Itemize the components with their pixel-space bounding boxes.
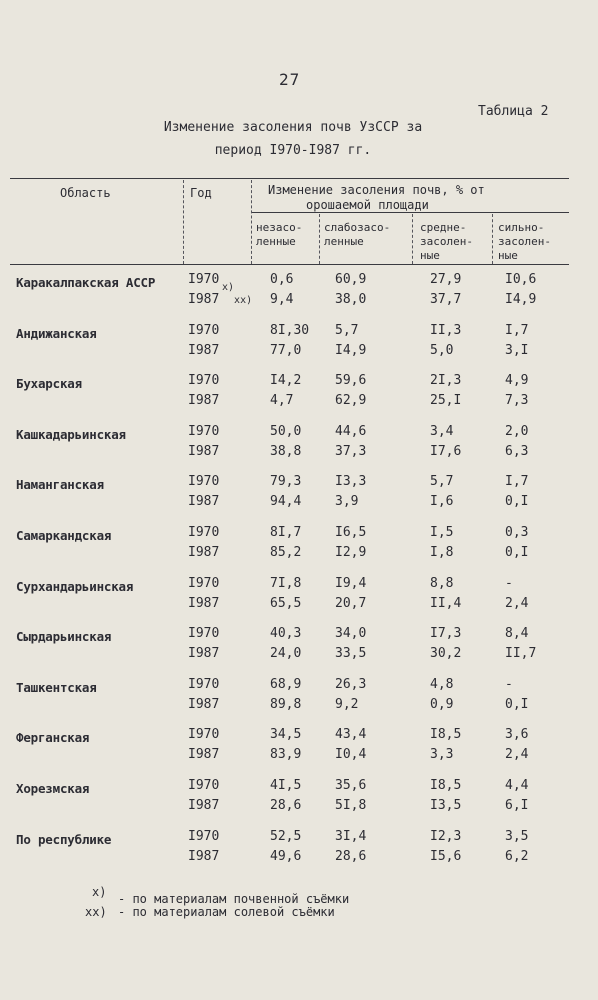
table-cell: I7,3: [430, 626, 462, 641]
table-cell: 3,3: [430, 747, 454, 762]
table-cell: 4,7: [270, 393, 294, 408]
table-cell: 49,6: [270, 849, 302, 864]
table-cell: II,4: [430, 596, 462, 611]
table-cell: 79,3: [270, 474, 302, 489]
region-name: Каракалпакская АССР: [16, 275, 156, 290]
table-cell: 43,4: [335, 727, 367, 742]
table-cell: I4,2: [270, 373, 302, 388]
year-cell: I970: [188, 525, 220, 540]
table-cell: 52,5: [270, 829, 302, 844]
table-cell: 4,8: [430, 677, 454, 692]
table-cell: I2,3: [430, 829, 462, 844]
table-top-rule: [10, 178, 569, 179]
table-cell: I,5: [430, 525, 454, 540]
table-cell: 6,3: [505, 444, 529, 459]
footnote-1-text: - по материалам почвенной съёмки: [118, 892, 350, 906]
table-cell: 9,2: [335, 697, 359, 712]
year-cell: I970: [188, 727, 220, 742]
header-divider-change: [251, 180, 252, 264]
footnote-2-mark: xx): [85, 905, 107, 919]
table-cell: 3,4: [430, 424, 454, 439]
table-cell: 2I,3: [430, 373, 462, 388]
table-cell: I,7: [505, 474, 529, 489]
header-year: Год: [190, 186, 212, 200]
table-cell: 5,0: [430, 343, 454, 358]
year-cell: I970: [188, 829, 220, 844]
table-cell: 62,9: [335, 393, 367, 408]
table-cell: 3,I: [505, 343, 529, 358]
region-name: Хорезмская: [16, 781, 90, 796]
region-name: Кашкадарьинская: [16, 427, 126, 442]
header-change-line-1: Изменение засоления почв, % от: [268, 183, 485, 197]
table-cell: 8I,30: [270, 323, 310, 338]
table-cell: I0,6: [505, 272, 537, 287]
header-divider-col2: [319, 214, 320, 264]
header-col1-line-2: ленные: [256, 235, 296, 248]
header-region: Область: [60, 186, 111, 200]
header-col2-line-2: ленные: [324, 235, 364, 248]
header-divider-year: [183, 180, 184, 264]
header-col3-line-1: средне-: [420, 221, 467, 234]
year-cell: I987: [188, 393, 220, 408]
table-cell: 38,8: [270, 444, 302, 459]
region-name: По республике: [16, 832, 112, 847]
year-cell: I987: [188, 646, 220, 661]
table-cell: I,7: [505, 323, 529, 338]
table-cell: 40,3: [270, 626, 302, 641]
table-cell: I,6: [430, 494, 454, 509]
table-cell: II,7: [505, 646, 537, 661]
header-col3-line-2: засолен-: [420, 235, 473, 248]
year-cell: I987: [188, 343, 220, 358]
table-cell: 20,7: [335, 596, 367, 611]
table-title-line-2: период I970-I987 гг.: [214, 143, 372, 158]
table-cell: 50,0: [270, 424, 302, 439]
table-cell: 28,6: [335, 849, 367, 864]
table-cell: I4,9: [505, 292, 537, 307]
year-cell: I987: [188, 849, 220, 864]
table-cell: 77,0: [270, 343, 302, 358]
table-cell: I,8: [430, 545, 454, 560]
year-cell: I987: [188, 545, 220, 560]
table-cell: 8,4: [505, 626, 529, 641]
table-cell: 35,6: [335, 778, 367, 793]
header-col4-line-1: сильно-: [498, 221, 545, 234]
table-cell: 44,6: [335, 424, 367, 439]
year-cell: I970: [188, 373, 220, 388]
table-cell: 6,I: [505, 798, 529, 813]
table-cell: -: [505, 677, 513, 692]
table-cell: 33,5: [335, 646, 367, 661]
footnote-2-text: - по материалам солевой съёмки: [118, 905, 335, 919]
year-cell: I970: [188, 778, 220, 793]
table-cell: I5,6: [430, 849, 462, 864]
table-cell: I7,6: [430, 444, 462, 459]
table-cell: 26,3: [335, 677, 367, 692]
table-cell: 28,6: [270, 798, 302, 813]
table-cell: 89,8: [270, 697, 302, 712]
table-cell: 5I,8: [335, 798, 367, 813]
table-cell: 0,9: [430, 697, 454, 712]
footnote-1-mark: x): [92, 885, 107, 899]
header-divider-col3: [412, 214, 413, 264]
table-cell: I2,9: [335, 545, 367, 560]
region-name: Самаркандская: [16, 528, 112, 543]
header-col1-line-1: незасо-: [256, 221, 303, 234]
header-col3-line-3: ные: [420, 249, 440, 262]
table-cell: I8,5: [430, 778, 462, 793]
table-cell: 27,9: [430, 272, 462, 287]
table-cell: 25,I: [430, 393, 462, 408]
header-sub-rule: [251, 212, 569, 213]
year-cell: I987: [188, 798, 220, 813]
table-cell: 68,9: [270, 677, 302, 692]
table-cell: I4,9: [335, 343, 367, 358]
table-cell: 83,9: [270, 747, 302, 762]
region-name: Наманганская: [16, 477, 104, 492]
year-cell: I970: [188, 272, 220, 287]
table-cell: 37,7: [430, 292, 462, 307]
table-cell: 7I,8: [270, 576, 302, 591]
table-cell: 38,0: [335, 292, 367, 307]
year-cell: I970: [188, 424, 220, 439]
region-name: Ташкентская: [16, 680, 97, 695]
table-cell: I0,4: [335, 747, 367, 762]
table-cell: 0,I: [505, 545, 529, 560]
table-cell: I6,5: [335, 525, 367, 540]
table-cell: 65,5: [270, 596, 302, 611]
table-cell: 24,0: [270, 646, 302, 661]
table-cell: 4,4: [505, 778, 529, 793]
table-cell: 8I,7: [270, 525, 302, 540]
year-cell: I987: [188, 747, 220, 762]
table-cell: I3,5: [430, 798, 462, 813]
table-cell: I3,3: [335, 474, 367, 489]
region-name: Сурхандарьинская: [16, 579, 134, 594]
table-title-line-1: Изменение засоления почв УзССР за: [163, 120, 423, 135]
table-cell: 60,9: [335, 272, 367, 287]
table-cell: 37,3: [335, 444, 367, 459]
region-name: Ферганская: [16, 730, 90, 745]
table-cell: 0,I: [505, 697, 529, 712]
year-cell: I970: [188, 576, 220, 591]
table-cell: 3,9: [335, 494, 359, 509]
table-cell: 30,2: [430, 646, 462, 661]
table-cell: 34,0: [335, 626, 367, 641]
year-cell: I987: [188, 697, 220, 712]
table-cell: 4,9: [505, 373, 529, 388]
table-cell: 94,4: [270, 494, 302, 509]
footnote-mark: x): [222, 282, 235, 293]
year-cell: I970: [188, 474, 220, 489]
footnote-mark: xx): [234, 295, 253, 306]
year-cell: I987: [188, 494, 220, 509]
region-name: Сырдарьинская: [16, 629, 112, 644]
table-cell: 3,6: [505, 727, 529, 742]
table-cell: 5,7: [335, 323, 359, 338]
header-divider-col4: [492, 214, 493, 264]
table-cell: 5,7: [430, 474, 454, 489]
header-change-line-2: орошаемой площади: [306, 198, 429, 212]
table-cell: 85,2: [270, 545, 302, 560]
table-cell: II,3: [430, 323, 462, 338]
table-cell: 7,3: [505, 393, 529, 408]
table-cell: 9,4: [270, 292, 294, 307]
table-cell: 59,6: [335, 373, 367, 388]
year-cell: I987: [188, 292, 220, 307]
table-cell: 0,I: [505, 494, 529, 509]
table-cell: 2,4: [505, 596, 529, 611]
table-cell: I8,5: [430, 727, 462, 742]
table-cell: 3,5: [505, 829, 529, 844]
table-cell: 34,5: [270, 727, 302, 742]
header-col2-line-1: слабозасо-: [324, 221, 391, 234]
header-bottom-rule: [10, 264, 569, 265]
region-name: Андижанская: [16, 326, 97, 341]
year-cell: I987: [188, 596, 220, 611]
header-col4-line-3: ные: [498, 249, 518, 262]
table-cell: 2,4: [505, 747, 529, 762]
table-cell: 0,3: [505, 525, 529, 540]
page-number: 27: [279, 70, 301, 89]
table-cell: 4I,5: [270, 778, 302, 793]
table-cell: 6,2: [505, 849, 529, 864]
header-col4-line-2: засолен-: [498, 235, 551, 248]
table-cell: I9,4: [335, 576, 367, 591]
year-cell: I970: [188, 677, 220, 692]
table-cell: 3I,4: [335, 829, 367, 844]
year-cell: I970: [188, 323, 220, 338]
table-cell: -: [505, 576, 513, 591]
table-cell: 0,6: [270, 272, 294, 287]
table-cell: 8,8: [430, 576, 454, 591]
table-label: Таблица 2: [478, 104, 549, 119]
year-cell: I987: [188, 444, 220, 459]
table-cell: 2,0: [505, 424, 529, 439]
year-cell: I970: [188, 626, 220, 641]
region-name: Бухарская: [16, 376, 82, 391]
